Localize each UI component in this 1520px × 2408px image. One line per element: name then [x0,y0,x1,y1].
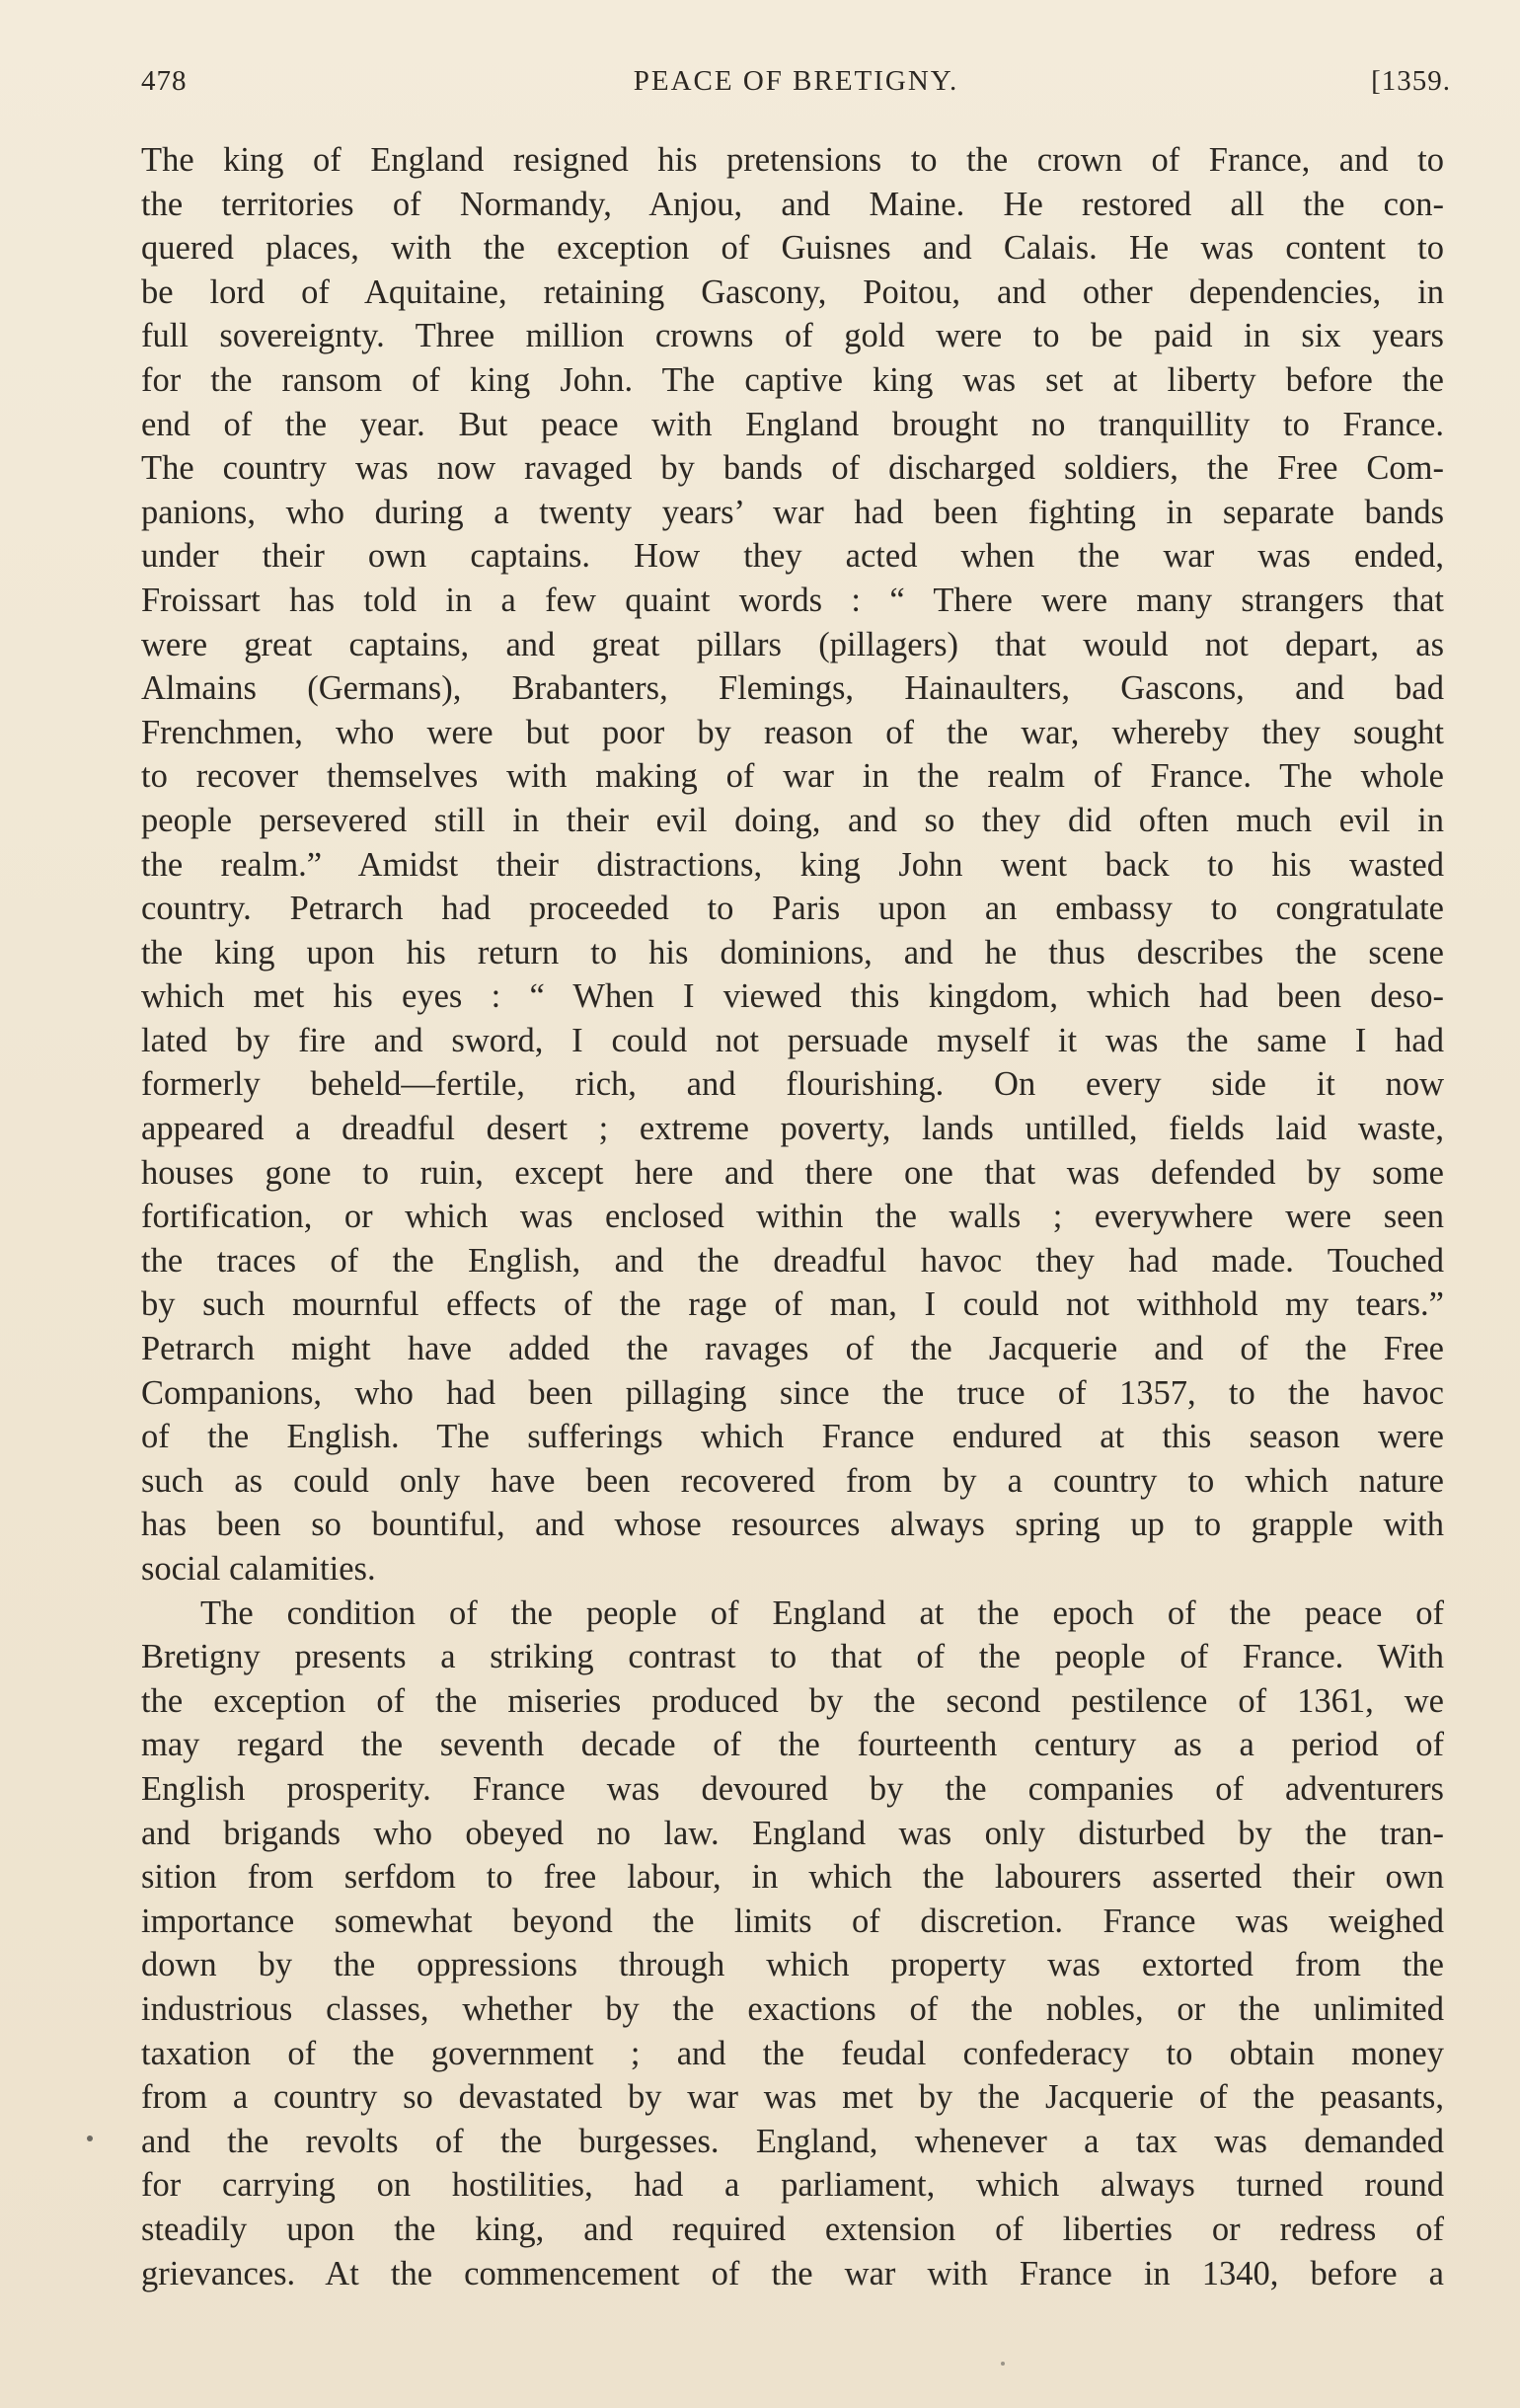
text-line: country. Petrarch had proceeded to Paris upon an embassy to congratulate [141,890,1444,928]
text-line: full sovereignty. Three million crowns of gold were to be paid in six years [141,317,1444,355]
ink-speck [87,2136,93,2141]
text-line: the realm.” Amidst their distractions, king John went back to his wasted [141,845,1444,884]
text-line: down by the oppressions through which property was extorted from the [141,1946,1444,1984]
text-line: under their own captains. How they acted when the war was ended, [141,537,1444,576]
text-line: industrious classes, whether by the exactions of the nobles, or the unlimited [141,1989,1444,2028]
text-line: the territories of Normandy, Anjou, and Maine. He restored all the con- [141,185,1444,223]
running-header [141,65,1451,113]
text-line: were great captains, and great pillars (pillagers) that would not depart, as [141,625,1444,663]
text-line: panions, who during a twenty years’ war had been fighting in separate bands [141,493,1444,531]
text-line: Petrarch might have added the ravages of the Jacquerie and of the Free [141,1330,1444,1368]
text-line: Froissart has told in a few quaint words : “ There were many strangers that [141,581,1444,619]
text-line: the king upon his return to his dominions, and he thus describes the scene [141,933,1444,971]
text-line: be lord of Aquitaine, retaining Gascony, Poitou, and other dependencies, in [141,272,1444,311]
text-line: and the revolts of the burgesses. England, whenever a tax was demanded [141,2122,1444,2160]
text-line: grievances. At the commencement of the war with France in 1340, before a [141,2254,1444,2292]
text-line: fortification, or which was enclosed within the walls ; everywhere were seen [141,1198,1444,1236]
text-line: The country was now ravaged by bands of discharged soldiers, the Free Com- [141,449,1444,488]
header-year: [1359. [1371,65,1451,97]
text-line: sition from serfdom to free labour, in which the labourers asserted their own [141,1858,1444,1897]
text-line: houses gone to ruin, except here and there one that was defended by some [141,1153,1444,1192]
text-line: such as could only have been recovered from by a country to which nature [141,1461,1444,1500]
text-line: people persevered still in their evil doing, and so they did often much evil in [141,801,1444,839]
text-line: has been so bountiful, and whose resources always spring up to grapple with [141,1506,1444,1544]
text-line: quered places, with the exception of Guisnes and Calais. He was content to [141,229,1444,268]
text-line: Companions, who had been pillaging since the truce of 1357, to the havoc [141,1373,1444,1412]
text-line: the exception of the miseries produced by the second pestilence of 1361, we [141,1681,1444,1720]
text-line: and brigands who obeyed no law. England was only disturbed by the tran- [141,1814,1444,1852]
text-line: steadily upon the king, and required extension of liberties or redress of [141,2210,1444,2248]
text-line: to recover themselves with making of war in the realm of France. The whole [141,757,1444,796]
text-line: appeared a dreadful desert ; extreme poverty, lands untilled, fields laid waste, [141,1110,1444,1148]
text-line: Bretigny presents a striking contrast to that of the people of France. With [141,1638,1444,1676]
text-line: for the ransom of king John. The captive king was set at liberty before the [141,360,1444,399]
text-line: Frenchmen, who were but poor by reason of the war, whereby they sought [141,713,1444,751]
text-line: taxation of the government ; and the feudal confederacy to obtain money [141,2034,1444,2072]
text-line: the traces of the English, and the dreadful havoc they had made. Touched [141,1241,1444,1280]
text-line: for carrying on hostilities, had a parliament, which always turned round [141,2166,1444,2205]
running-title: PEACE OF BRETIGNY. [633,65,959,97]
text-line: English prosperity. France was devoured by the companies of adventurers [141,1769,1444,1808]
text-line: social calamities. [141,1550,376,1588]
text-line: The condition of the people of England at the epoch of the peace of [200,1593,1444,1632]
text-line: lated by fire and sword, I could not persuade myself it was the same I had [141,1021,1444,1059]
text-line: from a country so devastated by war was met by the Jacquerie of the peasants, [141,2078,1444,2117]
text-line: end of the year. But peace with England brought no tranquillity to France. [141,405,1444,443]
text-line: The king of England resigned his pretensions to the crown of France, and to [141,141,1444,179]
ink-speck [1001,2362,1005,2366]
text-line: importance somewhat beyond the limits of discretion. France was weighed [141,1902,1444,1940]
body-text [141,138,1444,2295]
text-line: may regard the seventh decade of the fourteenth century as a period of [141,1726,1444,1764]
text-line: which met his eyes : “ When I viewed this kingdom, which had been deso- [141,977,1444,1016]
text-line: of the English. The sufferings which France endured at this season were [141,1418,1444,1456]
text-line: formerly beheld—fertile, rich, and flourishing. On every side it now [141,1065,1444,1104]
text-line: by such mournful effects of the rage of man, I could not withhold my tears.” [141,1285,1444,1324]
text-line: Almains (Germans), Brabanters, Flemings, Hainaulters, Gascons, and bad [141,669,1444,708]
page-number: 478 [141,65,188,97]
